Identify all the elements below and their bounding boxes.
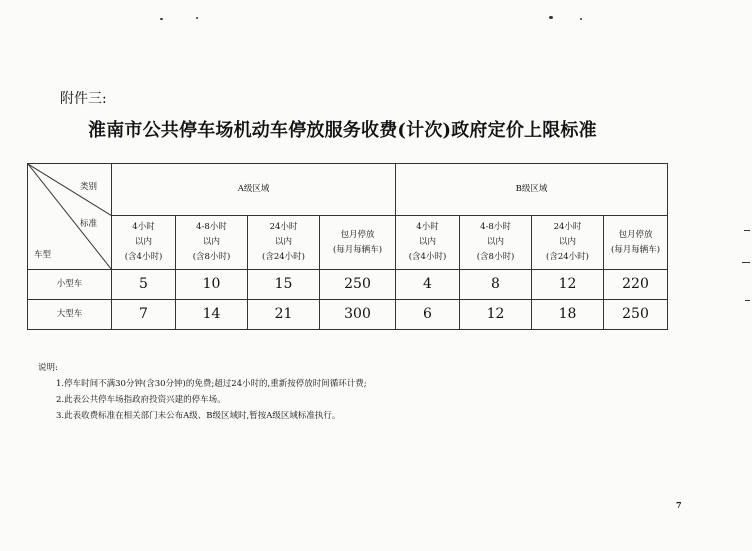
fee-cell: 8 <box>460 270 532 300</box>
col-header-b-4-8h: 4-8小时 以内 (含8小时) <box>460 216 532 270</box>
scan-speck <box>160 18 163 20</box>
scan-speck <box>196 17 198 19</box>
scan-speck <box>745 300 750 301</box>
fee-cell: 220 <box>604 270 668 300</box>
notes-section <box>38 360 367 424</box>
header-standard-label: 标准 <box>80 219 98 229</box>
fee-cell: 7 <box>112 300 176 330</box>
fee-cell: 10 <box>176 270 248 300</box>
header-vehicle-type-label: 车型 <box>34 250 52 260</box>
diagonal-header-cell <box>28 164 112 270</box>
table-row-small-vehicle <box>28 270 668 300</box>
col-header-a-4h: 4小时 以内 (含4小时) <box>112 216 176 270</box>
scan-speck <box>742 262 750 263</box>
note-item: 1.停车时间不满30分钟(含30分钟)的免费;超过24小时的,重新按停放时间循环计费; <box>56 379 367 389</box>
fee-table <box>27 163 668 330</box>
attachment-label: 附件三: <box>60 91 107 107</box>
fee-cell: 15 <box>248 270 320 300</box>
col-header-b-monthly: 包月停放 (每月每辆车) <box>604 216 668 270</box>
scan-speck <box>580 18 582 20</box>
fee-cell: 4 <box>396 270 460 300</box>
col-header-a-4-8h: 4-8小时 以内 (含8小时) <box>176 216 248 270</box>
page-title: 淮南市公共停车场机动车停放服务收费(计次)政府定价上限标准 <box>88 120 597 141</box>
fee-cell: 6 <box>396 300 460 330</box>
col-header-b-24h: 24小时 以内 (含24小时) <box>532 216 604 270</box>
notes-heading: 说明: <box>38 363 58 373</box>
header-category-label: 类别 <box>80 182 98 192</box>
table-row-large-vehicle <box>28 300 668 330</box>
fee-cell: 21 <box>248 300 320 330</box>
zone-b-header: B级区域 <box>396 164 668 216</box>
page-number: 7 <box>676 500 682 510</box>
fee-cell: 250 <box>604 300 668 330</box>
row-label: 小型车 <box>28 270 112 300</box>
row-label: 大型车 <box>28 300 112 330</box>
fee-cell: 14 <box>176 300 248 330</box>
fee-cell: 12 <box>532 270 604 300</box>
note-item: 3.此表收费标准在相关部门未公布A级、B级区域时,暂按A级区域标准执行。 <box>56 411 341 421</box>
fee-cell: 12 <box>460 300 532 330</box>
fee-cell: 300 <box>320 300 396 330</box>
scan-speck <box>744 230 750 231</box>
fee-cell: 5 <box>112 270 176 300</box>
zone-a-header: A级区域 <box>112 164 396 216</box>
col-header-a-monthly: 包月停放 (每月每辆车) <box>320 216 396 270</box>
fee-cell: 18 <box>532 300 604 330</box>
col-header-a-24h: 24小时 以内 (含24小时) <box>248 216 320 270</box>
scan-speck <box>549 16 553 19</box>
note-item: 2.此表公共停车场指政府投资兴建的停车场。 <box>56 395 226 405</box>
fee-cell: 250 <box>320 270 396 300</box>
col-header-b-4h: 4小时 以内 (含4小时) <box>396 216 460 270</box>
